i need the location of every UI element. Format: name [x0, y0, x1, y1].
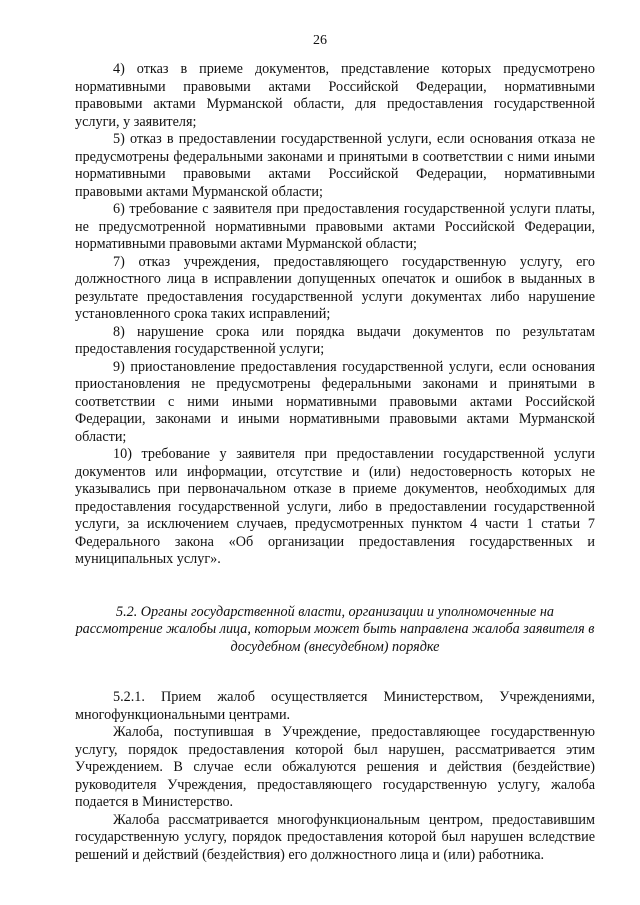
list-item-9: 9) приостановление предоставления государственной услуги, если основания приостановления не предусмотрены федеральными законами и принятыми в соответствии с ними иными нормативными правовыми актами Российской Федерации, законами и иными нормативными правовыми актами Мурманской области; — [75, 358, 595, 445]
list-item-8: 8) нарушение срока или порядка выдачи документов по результатам предоставления государственной услуги; — [75, 323, 595, 357]
paragraph-complaint-institution: Жалоба, поступившая в Учреждение, предоставляющее государственную услугу, порядок предоставления которой был нарушен, рассматривается этим Учреждением. В случае если обжалуются решения и действия (бездействие) руководителя Учреждения, предоставляющего государственную услугу, жалоба подается в Министерство. — [75, 724, 595, 810]
page-number: 26 — [313, 33, 327, 48]
section-heading: 5.2. Органы государственной власти, организации и уполномоченные на рассмотрение жалобы лица, которым может быть направлена жалоба заявителя в досудебном (внесудебном) порядке — [75, 603, 595, 655]
paragraph-complaint-mfc: Жалоба рассматривается многофункциональным центром, предоставившим государственную услугу, порядок предоставления которой был нарушен вследствие решений и действий (бездействия) его должностного лица и (или) работника. — [75, 811, 595, 863]
list-item-10: 10) требование у заявителя при предоставлении государственной услуги документов или информации, отсутствие и (или) недостоверность которых не указывались при первоначальном отказе в приеме документов, необходимых для предоставления государственной услуги, либо в предоставлении государственной услуги, за исключением случаев, предусмотренных пунктом 4 части 1 статьи 7 Федерального закона «Об организации предоставления государственных и муниципальных услуг». — [75, 446, 595, 567]
list-item-7: 7) отказ учреждения, предоставляющего государственную услугу, его должностного лица в исправлении допущенных опечаток и ошибок в выданных в результате предоставления государственной услуги документах либо нарушение установленного срока таких исправлений; — [75, 253, 595, 322]
document-body — [75, 61, 595, 864]
list-item-4: 4) отказ в приеме документов, представление которых предусмотрено нормативными правовыми актами Российской Федерации, нормативными правовыми актами Мурманской области, для предоставления государственной услуги, у заявителя; — [75, 61, 595, 130]
paragraph-5-2-1: 5.2.1. Прием жалоб осуществляется Министерством, Учреждениями, многофункциональными центрами. — [75, 689, 595, 723]
list-item-6: 6) требование с заявителя при предоставления государственной услуги платы, не предусмотренной нормативными правовыми актами Российской Федерации, нормативными правовыми актами Мурманской области; — [75, 201, 595, 252]
list-item-5: 5) отказ в предоставлении государственной услуги, если основания отказа не предусмотрены федеральными законами и принятыми в соответствии с ними иными нормативными правовыми актами Российской Федерации, нормативными правовыми актами Мурманской области; — [75, 131, 595, 200]
